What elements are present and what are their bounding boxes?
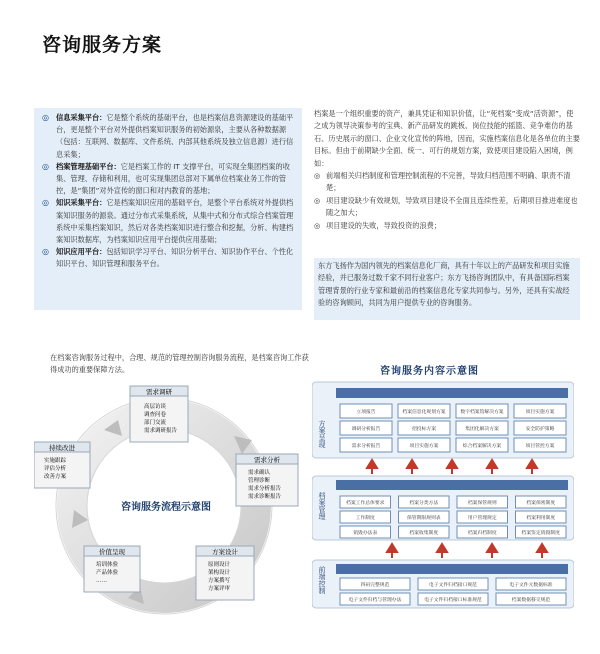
- diagram-cell-label: 档案利用制度: [526, 516, 556, 521]
- stage-item: 需求分析报告: [248, 486, 282, 492]
- content-diagram-title: 咨询服务内容示意图: [380, 366, 479, 377]
- stage-name: 方案设计: [212, 548, 238, 556]
- feature-item: [40, 112, 296, 161]
- ring-bullet-icon: ◎: [42, 161, 49, 171]
- stage-box: [196, 546, 254, 600]
- stage-item: 培训体验: [96, 562, 119, 568]
- intro-text: [314, 108, 580, 232]
- diagram-cell-label: 电子文件归档接口规范: [429, 583, 477, 588]
- stage-item: 架构设计: [208, 570, 231, 576]
- diagram-cell-label: 销毁办法表: [353, 531, 378, 536]
- issue-text: 项目建设缺少有效规划，导致项目建设不全面且连续性差，后期项目推进难度也随之加大；: [326, 195, 578, 218]
- diagram-cell-label: 档案分类方法: [409, 501, 439, 506]
- stage-name: 需求调研: [146, 388, 172, 396]
- stage-box: [130, 386, 188, 442]
- stage-item: 调查问卷: [144, 412, 167, 418]
- stage-item: 产品体验: [96, 570, 119, 576]
- consulting-flow-diagram: [34, 378, 304, 640]
- up-arrow-icon: [367, 460, 377, 474]
- section-front: [312, 560, 574, 608]
- diagram-cell-label: 项目实施方案: [409, 444, 439, 449]
- arrows-up: [367, 460, 537, 474]
- section-label: 方案呈现: [318, 420, 326, 448]
- stage-name: 需求分析: [254, 456, 280, 464]
- diagram-cell-label: 电子文件元数据标准: [509, 583, 553, 588]
- issue-item: [314, 195, 580, 220]
- feature-text: 它是档案工作的 IT 支撑平台，可实现全集团档案的收集、管理、存储和利用，也可实现集团总部对下属单位档案业务工作的管控，是“集团”对外宣传的窗口和对内教育的基地；: [56, 161, 290, 196]
- stage-name: 价值呈现: [99, 548, 125, 556]
- up-arrow-icon: [537, 544, 547, 558]
- issue-text: 项目建设的失败，导致投资的浪费；: [326, 220, 442, 230]
- diagram-cell-label: 档案数据移交规范: [511, 598, 551, 603]
- diagram-cell-label: 综合档案解决方案: [462, 444, 502, 449]
- stage-item: 需求诊断报告: [248, 494, 282, 500]
- diagram-cell-label: 电子文件归档接口标准规范: [424, 598, 482, 603]
- diagram-cell-label: 项目实施方案: [525, 410, 555, 415]
- platform-feature-box: [34, 108, 302, 310]
- up-arrow-icon: [447, 460, 457, 474]
- ring-bullet-icon: ◎: [314, 220, 321, 230]
- up-arrow-icon: [387, 544, 397, 558]
- diagram-cell-label: 集团化解决方案: [465, 427, 499, 432]
- diagram-cell-label: 电子文件归档与管理办法: [348, 598, 402, 603]
- up-arrow-icon: [407, 460, 417, 474]
- stage-box: [34, 442, 90, 488]
- feature-item: [40, 246, 296, 270]
- feature-name: 档案管理基础平台：: [56, 161, 121, 171]
- diagram-cell-label: 档案保密制度: [526, 501, 556, 506]
- intro-paragraph: 档案是一个组织重要的资产，兼具凭证和知识价值，让“死档案”变成“活资源”，使之成为领导决策参考的宝典、新产品研发的跳板、岗位技能的摇篮、竞争难仿的基石、历史展示的窗口、企业文化宣传的阵地，因而，实施档案信息化是各单位的主要目标。但由于前期缺少全面、统一、可行的规划方案，致使项目建设陷入困境，例如：: [314, 109, 580, 168]
- stage-item: 方案撰写: [208, 578, 231, 584]
- ring-bullet-icon: ◎: [42, 198, 49, 208]
- stage-item: 需求确认: [248, 470, 271, 476]
- company-paragraph: 东方飞扬作为国内领先的档案信息化厂商，具有十年以上的产品研发和项目实施经验，并已服务过数千家不同行业客户；东方飞扬咨询团队中，有具备国际档案管理背景的行业专家和最前沿的档案信息化专家共同参与。另外，还具有实战经验的咨询顾问，共同为用户提供专业的咨询服务。: [314, 258, 580, 320]
- diagram-cell-label: 工作制度: [355, 516, 375, 521]
- diagram-cell-label: 档案工作总体要求: [346, 501, 385, 506]
- up-arrow-icon: [437, 544, 447, 558]
- diagram-cell-label: 数字档案馆解决方案: [460, 410, 504, 415]
- stage-item: 原则设计: [208, 562, 231, 568]
- stage-item: 改善方案: [44, 474, 67, 480]
- feature-name: 知识采集平台：: [56, 198, 107, 208]
- section-label: 前端控制: [318, 566, 326, 594]
- stage-box: [236, 454, 298, 506]
- issue-item: [314, 170, 580, 195]
- diagram-cell-label: 立项报告: [356, 410, 376, 415]
- feature-name: 知识应用平台：: [56, 247, 107, 257]
- service-content-diagram: [312, 380, 574, 642]
- stage-item: 评估分析: [44, 466, 67, 472]
- stage-item: 管理诊断: [248, 478, 271, 484]
- stage-item: 方案评审: [208, 586, 231, 592]
- stage-item: 需求调研报告: [144, 428, 178, 434]
- diagram-cell-label: 安全防护策略: [525, 427, 555, 432]
- stage-name: 持续改进: [49, 444, 75, 452]
- stage-item: 高层访谈: [144, 404, 167, 410]
- page-title: 咨询服务方案: [42, 34, 163, 56]
- feature-name: 信息采集平台：: [56, 113, 107, 122]
- stage-item: 部门交流: [144, 420, 167, 426]
- feature-item: [40, 197, 296, 246]
- ring-bullet-icon: ◎: [314, 171, 321, 181]
- diagram-cell-label: 招投标方案: [412, 427, 436, 432]
- diagram-cell-label: 档案信息化规划方案: [402, 410, 446, 415]
- flow-center-title: 咨询服务流程示意图: [121, 502, 211, 513]
- diagram-cell-label: 项目管控方案: [525, 444, 555, 449]
- diagram-cell-label: 档案保管规则: [467, 501, 497, 506]
- flow-description: 在档案咨询服务过程中，合理、规范的管理控制咨询服务流程，是档案咨询工作获得成功的重要保障方法。: [50, 353, 309, 374]
- diagram-cell-label: 档案归档制度: [467, 531, 497, 536]
- ring-bullet-icon: ◎: [42, 113, 49, 122]
- ring-bullet-icon: ◎: [314, 195, 321, 205]
- up-arrow-icon: [487, 544, 497, 558]
- section-plan: [312, 382, 574, 458]
- diagram-cell-label: 用户管理规定: [467, 516, 497, 521]
- ring-bullet-icon: ◎: [42, 247, 49, 257]
- section-archive: [312, 476, 574, 540]
- stage-box: [84, 546, 140, 592]
- feature-text: 包括知识学习平台、知识分析平台、知识协作平台、个性化知识平台、知识管理和服务平台。: [56, 247, 294, 269]
- up-arrow-icon: [487, 460, 497, 474]
- issue-text: 前端相关归档制度和管理控制流程的不完善，导致归档范围不明确、职责不清楚；: [326, 171, 571, 193]
- section-label: 档案管理: [318, 492, 326, 520]
- diagram-cell-label: 档案收集制度: [409, 531, 439, 536]
- arrows-up-2: [387, 544, 547, 558]
- diagram-cell-label: 调研分析报告: [351, 427, 381, 432]
- feature-text: 它是整个系统的基础平台，也是档案信息资源建设的基础平台，更是整个平台对外提供档案知识服务的初始源泉，主要从各种数据源（包括：互联网、数据库、文件系统、内部其他系统及独立信息源）进行信息采集；: [56, 113, 294, 159]
- feature-item: [40, 161, 296, 198]
- up-arrow-icon: [527, 460, 537, 474]
- stage-item: 实施跟踪: [44, 458, 67, 464]
- diagram-cell-label: 需求分析报告: [351, 444, 381, 449]
- feature-text: 它是档案知识应用的基础平台，是整个平台系统对外提供档案知识服务的源泉。通过分布式采集系统，从集中式和分布式综合档案管理系统中采集档案知识，然后对各类档案知识进行整合和挖掘，分析、构建档案知识数据库，为档案知识应用平台提供应用基础；: [56, 198, 294, 245]
- diagram-cell-label: 四码完整规范: [360, 583, 390, 588]
- stage-item: ……: [96, 578, 107, 584]
- diagram-cell-label: 档案鉴定销毁制度: [521, 531, 560, 536]
- issue-item: [314, 220, 580, 232]
- diagram-cell-label: 保管期限规则表: [406, 516, 441, 521]
